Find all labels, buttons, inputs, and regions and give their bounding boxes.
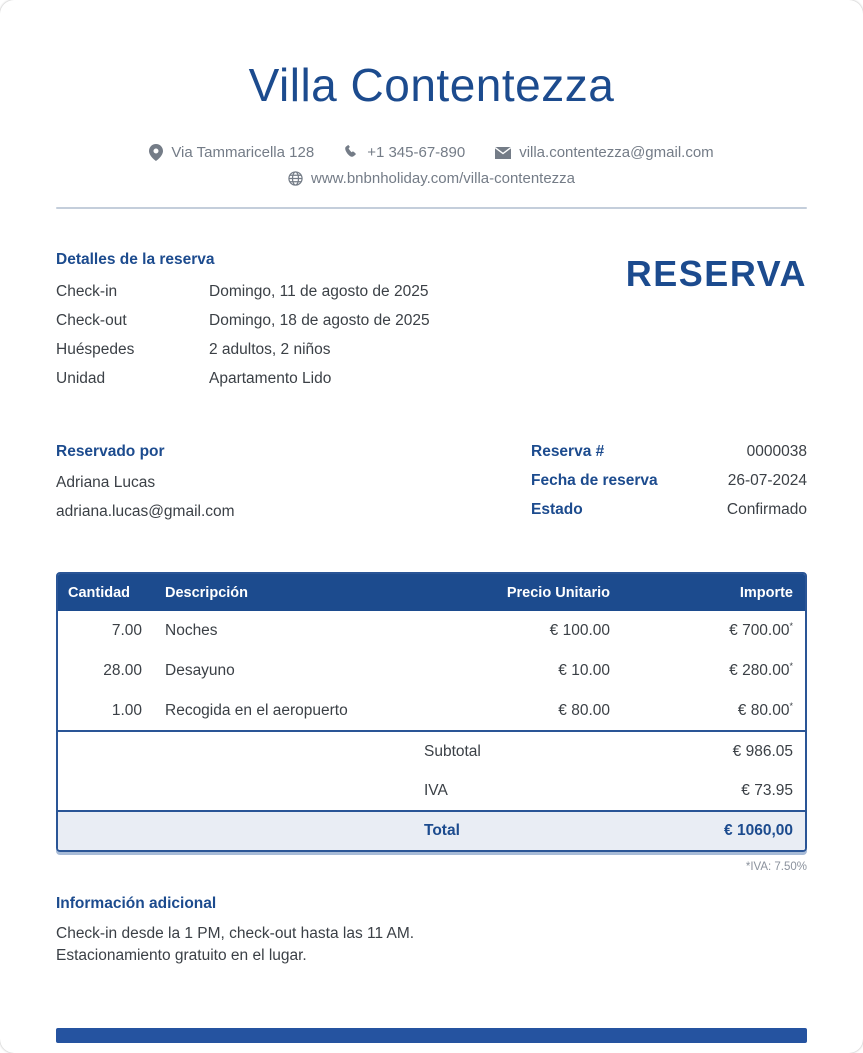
phone-text: +1 345-67-890	[367, 144, 466, 161]
contact-phone	[344, 144, 465, 161]
tax-asterisk: *	[789, 661, 793, 672]
detail-value: 2 adultos, 2 niños	[209, 341, 331, 358]
meta-label: Fecha de reserva	[531, 472, 658, 489]
meta-value: 0000038	[746, 443, 807, 460]
reserved-by-block	[56, 443, 235, 532]
item-description: Noches	[165, 622, 218, 639]
item-amount: € 280.00*	[729, 661, 793, 680]
website-text: www.bnbnholiday.com/villa-contentezza	[310, 170, 576, 187]
item-unit-price: € 10.00	[558, 662, 610, 679]
total-label: Total	[414, 811, 619, 850]
item-qty: 1.00	[111, 701, 142, 719]
item-description: Recogida en el aeropuerto	[165, 701, 348, 719]
additional-info-section	[56, 895, 807, 967]
phone-icon	[344, 145, 359, 160]
total-value: € 1060,00	[619, 811, 805, 850]
meta-row-number	[531, 443, 807, 460]
subtotal-label: Subtotal	[414, 731, 619, 771]
item-amount: € 80.00*	[737, 700, 793, 720]
reserved-by-heading: Reservado por	[56, 443, 165, 460]
column-header-desc: Descripción	[146, 574, 414, 611]
item-description: Desayuno	[165, 662, 235, 679]
table-row	[58, 611, 805, 651]
property-title: Villa Contentezza	[248, 59, 615, 111]
email-text: villa.contentezza@gmail.com	[519, 144, 714, 161]
table-row	[58, 691, 805, 731]
tax-label: IVA	[424, 781, 448, 799]
meta-label: Estado	[531, 501, 583, 518]
total-row	[58, 811, 805, 850]
meta-row-date	[531, 472, 807, 489]
detail-label: Check-out	[56, 312, 127, 329]
item-amount: € 700.00*	[729, 621, 793, 640]
reservation-meta-block	[531, 443, 807, 532]
location-pin-icon	[149, 144, 163, 161]
additional-info-line: Check-in desde la 1 PM, check-out hasta las 11 AM.	[56, 925, 415, 942]
additional-info-line: Estacionamiento gratuito en el lugar.	[56, 947, 307, 964]
document-header	[0, 0, 863, 209]
tax-row	[58, 771, 805, 811]
meta-label: Reserva #	[531, 443, 605, 460]
contact-row-primary	[0, 144, 863, 161]
details-heading: Detalles de la reserva	[56, 251, 215, 268]
guest-name: Adriana Lucas	[56, 474, 156, 491]
subtotal-row	[58, 731, 805, 771]
detail-value: Domingo, 11 de agosto de 2025	[209, 283, 429, 300]
guest-email[interactable]: adriana.lucas@gmail.com	[56, 503, 235, 520]
invoice-table	[58, 574, 805, 850]
contact-email[interactable]	[495, 144, 713, 161]
contact-website[interactable]	[288, 170, 575, 187]
column-header-unit-price: Precio Unitario	[414, 574, 619, 611]
meta-value: 26-07-2024	[727, 472, 807, 489]
subtotal-value: € 986.05	[619, 731, 805, 771]
item-unit-price: € 80.00	[558, 701, 610, 719]
detail-label: Check-in	[56, 283, 118, 300]
document-type-label: RESERVA	[625, 253, 807, 294]
header-divider	[56, 207, 807, 209]
table-header-row	[58, 574, 805, 611]
additional-info-heading: Información adicional	[56, 895, 217, 912]
detail-row-checkin	[56, 283, 430, 300]
item-qty: 28.00	[103, 662, 142, 679]
detail-row-checkout	[56, 312, 430, 329]
detail-row-unit	[56, 370, 430, 387]
booking-section	[56, 443, 807, 532]
contact-address	[149, 144, 314, 161]
reservation-details	[56, 251, 430, 399]
column-header-qty: Cantidad	[58, 574, 146, 611]
tax-asterisk: *	[789, 621, 793, 632]
status-value: Confirmado	[726, 501, 807, 518]
table-row	[58, 651, 805, 691]
address-text: Via Tammaricella 128	[171, 144, 315, 161]
footer-accent-bar	[56, 1028, 807, 1043]
contact-row-secondary	[0, 170, 863, 187]
detail-value: Domingo, 18 de agosto de 2025	[209, 312, 430, 329]
details-section	[56, 251, 807, 399]
item-qty: 7.00	[111, 622, 142, 639]
column-header-amount: Importe	[619, 574, 805, 611]
meta-row-status	[531, 501, 807, 518]
tax-value: € 73.95	[741, 781, 793, 799]
envelope-icon	[495, 147, 511, 159]
item-unit-price: € 100.00	[549, 622, 610, 639]
detail-label: Huéspedes	[56, 341, 135, 358]
invoice-table-wrapper	[56, 572, 807, 852]
detail-label: Unidad	[56, 370, 106, 387]
detail-value: Apartamento Lido	[209, 370, 332, 387]
globe-icon	[288, 171, 303, 186]
tax-footnote: *IVA: 7.50%	[745, 861, 807, 873]
detail-row-guests	[56, 341, 430, 358]
tax-asterisk: *	[789, 700, 793, 711]
